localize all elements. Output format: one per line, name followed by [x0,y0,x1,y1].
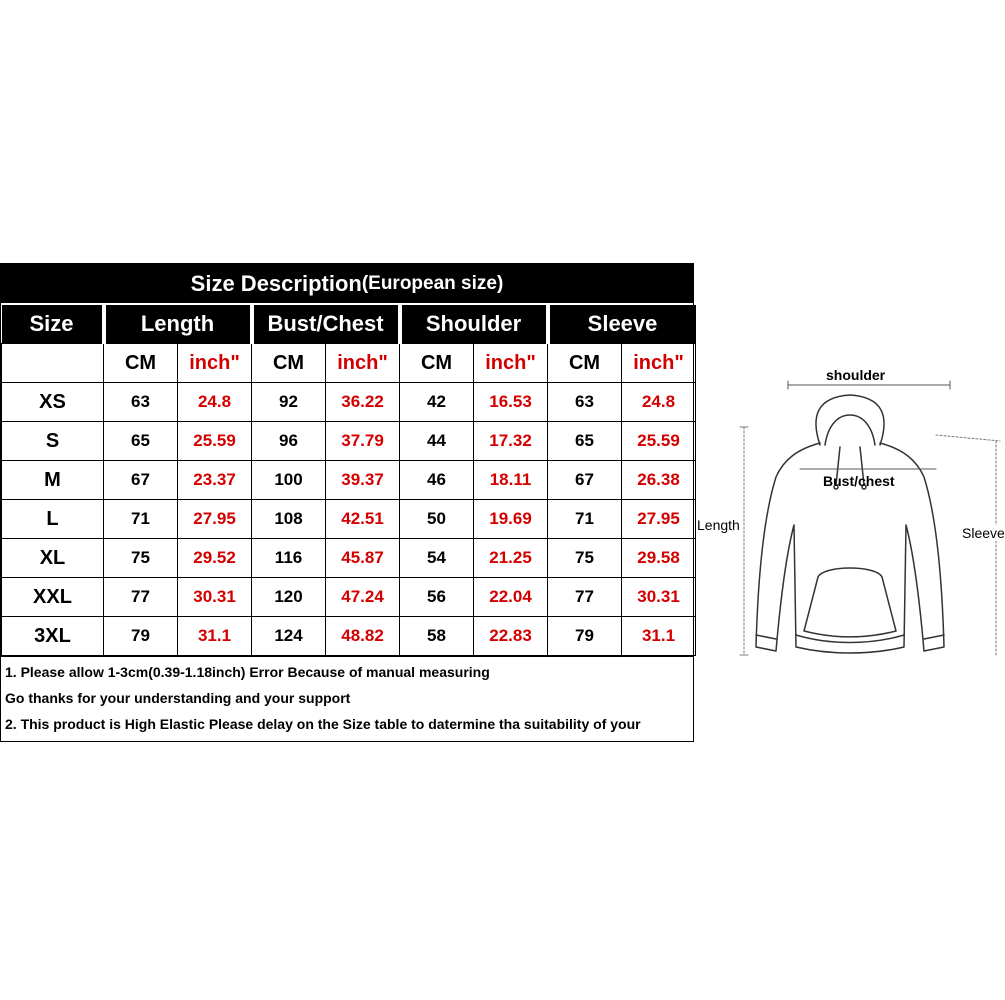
shoulder-inch-cell: 16.53 [474,383,548,422]
unit-cm: CM [548,344,622,383]
unit-cm: CM [252,344,326,383]
size-cell: L [2,500,104,539]
length-cm-cell: 77 [104,578,178,617]
shoulder-inch-cell: 17.32 [474,422,548,461]
unit-inch: inch" [622,344,696,383]
size-cell: XS [2,383,104,422]
bust-cm-cell: 116 [252,539,326,578]
size-chart [0,263,694,742]
sleeve-cm-cell: 63 [548,383,622,422]
size-cell: XXL [2,578,104,617]
shoulder-inch-cell: 21.25 [474,539,548,578]
sleeve-inch-cell: 29.58 [622,539,696,578]
bust-inch-cell: 47.24 [326,578,400,617]
header-row [2,305,696,344]
sleeve-inch-cell: 30.31 [622,578,696,617]
diagram-label-sleeve: Sleeve [962,525,1005,541]
unit-inch: inch" [474,344,548,383]
bust-inch-cell: 37.79 [326,422,400,461]
sleeve-cm-cell: 75 [548,539,622,578]
shoulder-cm-cell: 46 [400,461,474,500]
table-row [2,539,696,578]
header-size: Size [2,305,104,344]
sleeve-inch-cell: 26.38 [622,461,696,500]
note-line: 1. Please allow 1-3cm(0.39-1.18inch) Error Because of manual measuring [5,664,490,680]
bust-inch-cell: 42.51 [326,500,400,539]
length-inch-cell: 27.95 [178,500,252,539]
size-cell: S [2,422,104,461]
table-row [2,383,696,422]
size-cell: XL [2,539,104,578]
shoulder-cm-cell: 58 [400,617,474,656]
sleeve-cm-cell: 65 [548,422,622,461]
length-inch-cell: 23.37 [178,461,252,500]
table-row [2,461,696,500]
table-row [2,578,696,617]
sleeve-inch-cell: 31.1 [622,617,696,656]
size-cell: M [2,461,104,500]
sleeve-cm-cell: 71 [548,500,622,539]
sleeve-cm-cell: 79 [548,617,622,656]
bust-inch-cell: 45.87 [326,539,400,578]
bust-cm-cell: 100 [252,461,326,500]
shoulder-inch-cell: 22.04 [474,578,548,617]
unit-cm: CM [400,344,474,383]
bust-inch-cell: 48.82 [326,617,400,656]
shoulder-inch-cell: 19.69 [474,500,548,539]
bust-cm-cell: 108 [252,500,326,539]
length-cm-cell: 65 [104,422,178,461]
shoulder-cm-cell: 44 [400,422,474,461]
bust-cm-cell: 120 [252,578,326,617]
sleeve-cm-cell: 67 [548,461,622,500]
sleeve-cm-cell: 77 [548,578,622,617]
length-inch-cell: 30.31 [178,578,252,617]
sleeve-inch-cell: 27.95 [622,500,696,539]
size-cell: 3XL [2,617,104,656]
length-inch-cell: 24.8 [178,383,252,422]
header-length: Length [104,305,252,344]
notes [1,656,693,741]
hoodie-illustration [700,355,1000,685]
length-cm-cell: 79 [104,617,178,656]
units-row [2,344,696,383]
diagram-label-bust: Bust/chest [823,473,895,489]
unit-inch: inch" [326,344,400,383]
shoulder-cm-cell: 56 [400,578,474,617]
length-inch-cell: 31.1 [178,617,252,656]
size-table [1,305,696,656]
bust-inch-cell: 36.22 [326,383,400,422]
header-bust-chest: Bust/Chest [252,305,400,344]
table-row [2,500,696,539]
table-row [2,617,696,656]
shoulder-cm-cell: 54 [400,539,474,578]
hoodie-measure-diagram [697,355,1005,685]
bust-cm-cell: 96 [252,422,326,461]
bust-cm-cell: 92 [252,383,326,422]
shoulder-cm-cell: 42 [400,383,474,422]
size-chart-title [1,264,693,305]
table-row [2,422,696,461]
sleeve-inch-cell: 25.59 [622,422,696,461]
length-cm-cell: 75 [104,539,178,578]
shoulder-inch-cell: 18.11 [474,461,548,500]
units-blank [2,344,104,383]
note-line: 2. This product is High Elastic Please delay on the Size table to datermine tha suitability of your [5,716,641,732]
length-cm-cell: 67 [104,461,178,500]
sleeve-inch-cell: 24.8 [622,383,696,422]
length-cm-cell: 71 [104,500,178,539]
header-sleeve: Sleeve [548,305,696,344]
note-line: Go thanks for your understanding and your support [5,690,351,706]
diagram-label-shoulder: shoulder [826,367,886,383]
length-inch-cell: 29.52 [178,539,252,578]
length-cm-cell: 63 [104,383,178,422]
bust-inch-cell: 39.37 [326,461,400,500]
title-sub: (European size) [361,272,504,294]
unit-inch: inch" [178,344,252,383]
diagram-label-length: Length [697,517,740,533]
shoulder-cm-cell: 50 [400,500,474,539]
shoulder-inch-cell: 22.83 [474,617,548,656]
header-shoulder: Shoulder [400,305,548,344]
length-inch-cell: 25.59 [178,422,252,461]
bust-cm-cell: 124 [252,617,326,656]
title-main: Size Description [190,270,362,296]
unit-cm: CM [104,344,178,383]
